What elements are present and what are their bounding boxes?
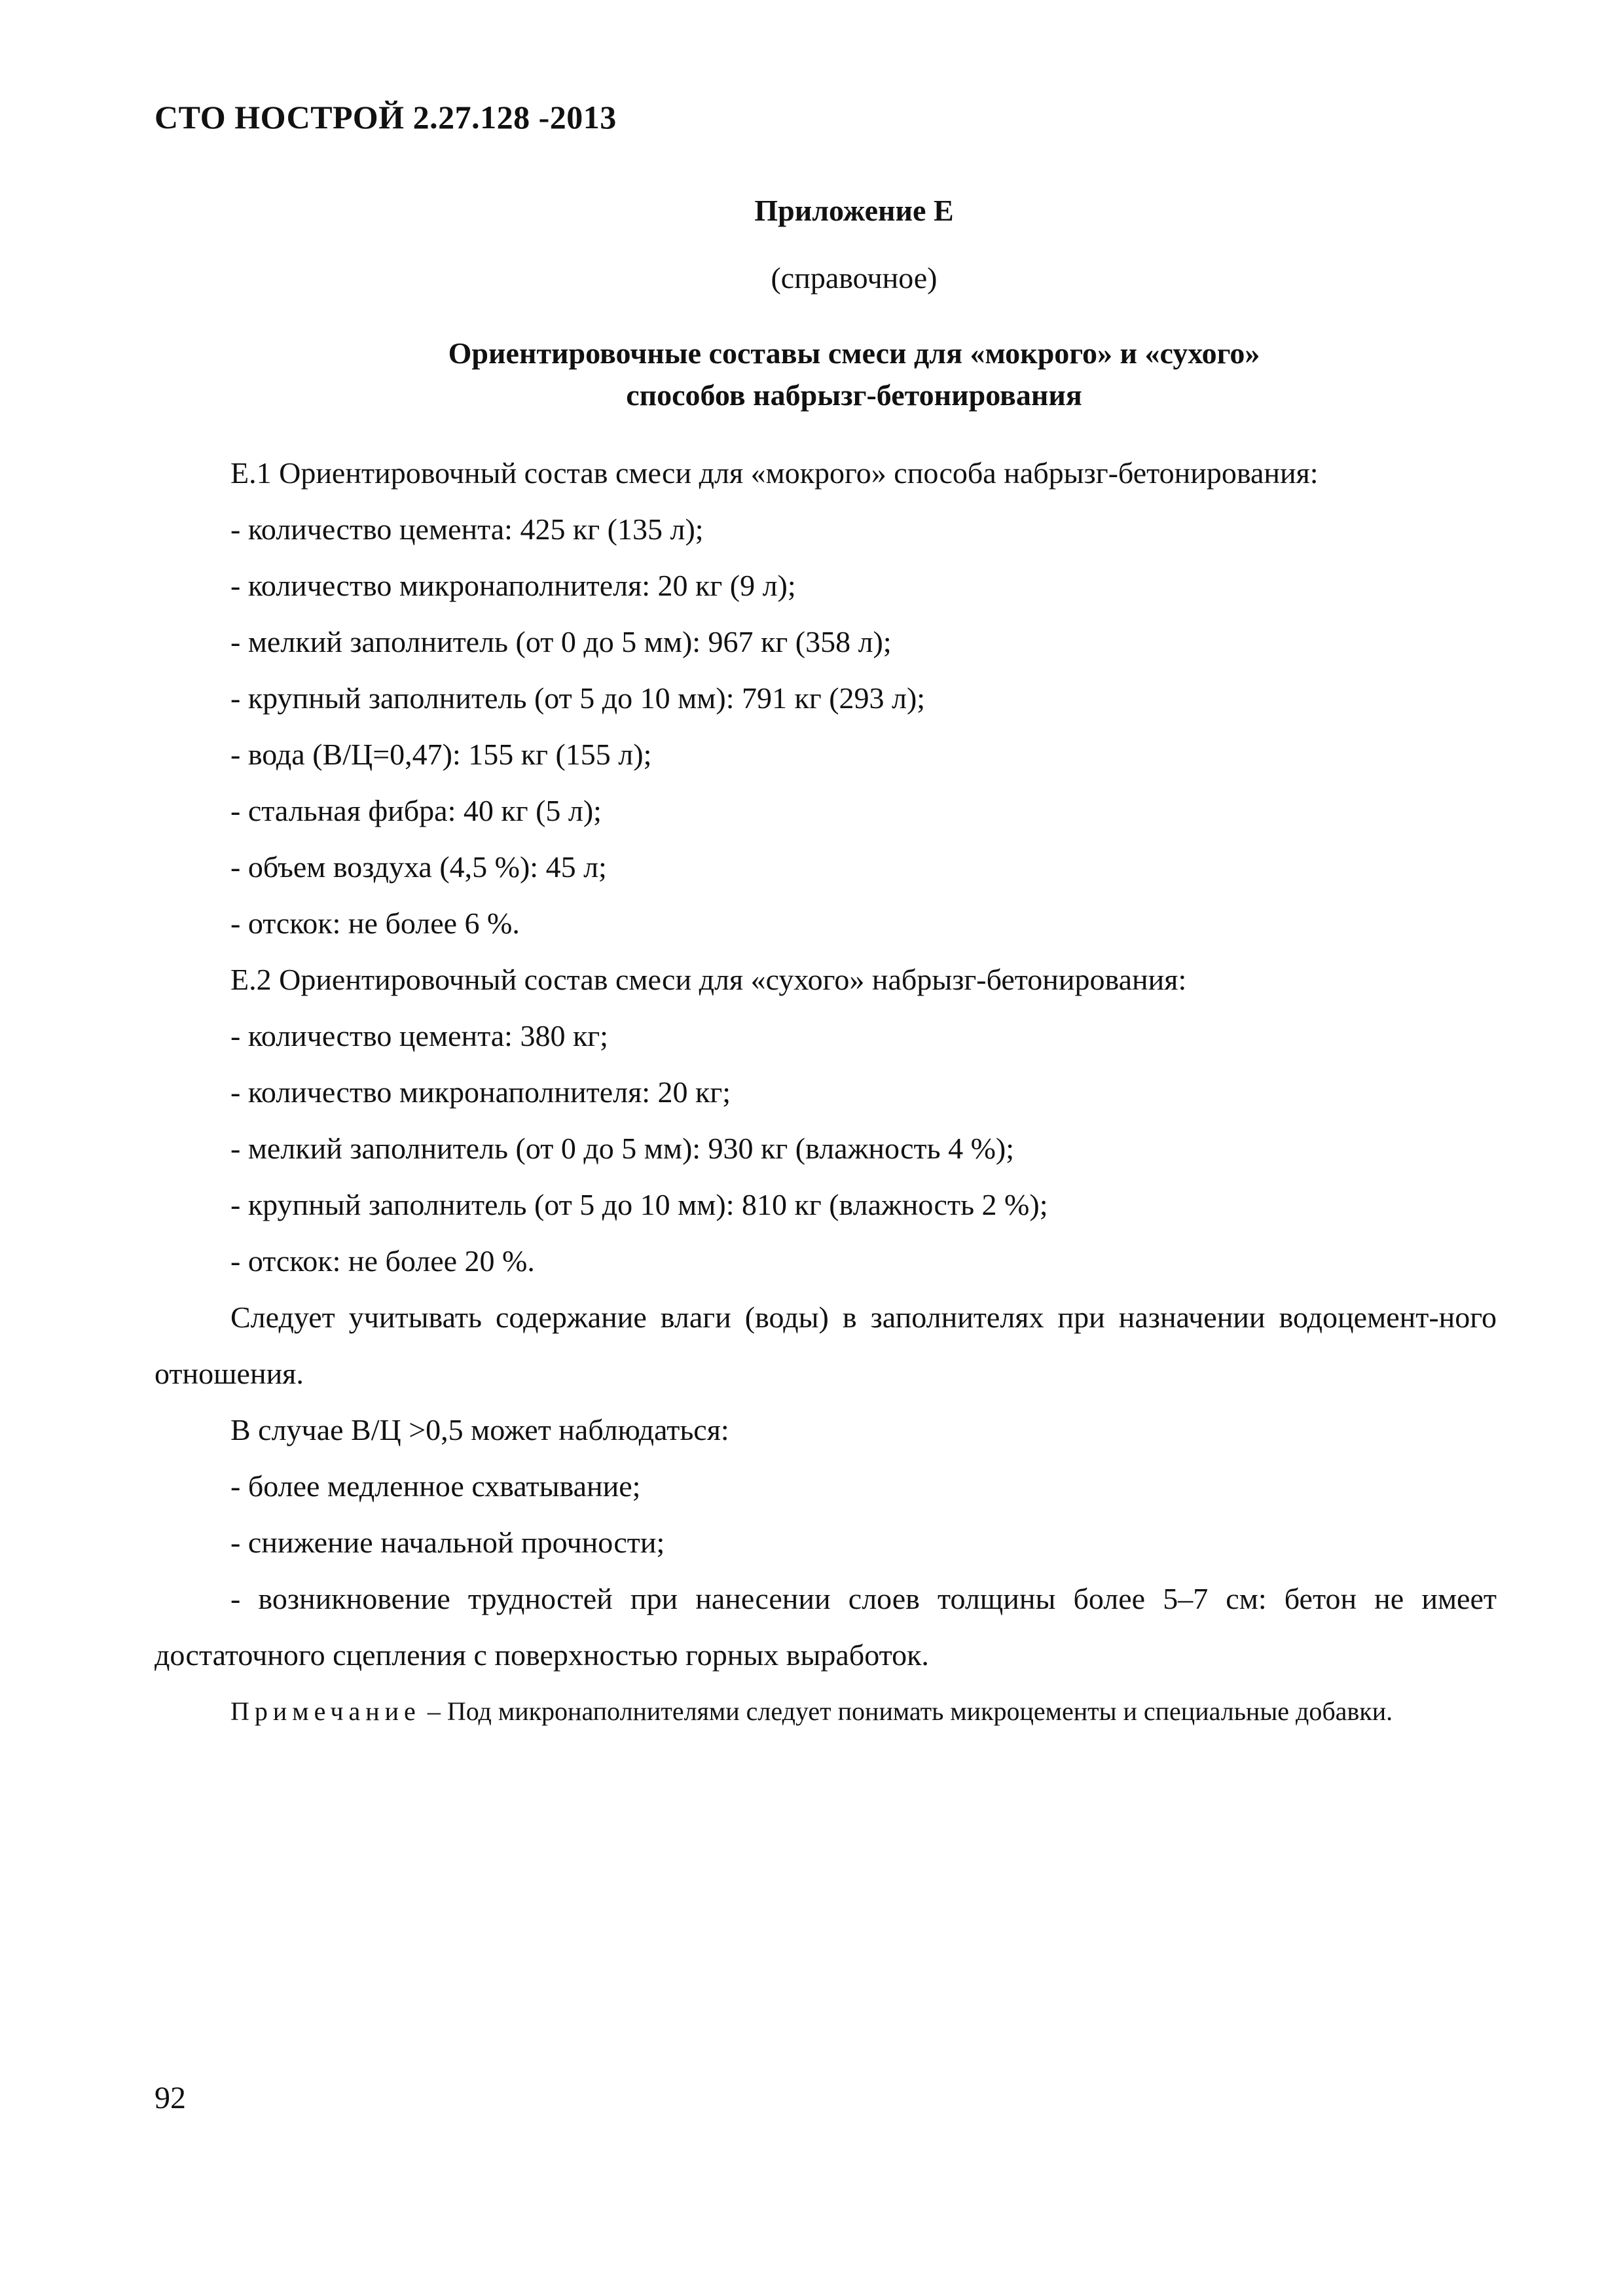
list-item: - отскок: не более 20 %. — [230, 1244, 535, 1278]
appendix-heading-line2: способов набрызг-бетонирования — [626, 378, 1082, 412]
appendix-title: Приложение Е — [754, 194, 954, 227]
section-e2-intro: Е.2 Ориентировочный состав смеси для «сухого» набрызг-бетонирования: — [230, 963, 1187, 996]
list-item: - мелкий заполнитель (от 0 до 5 мм): 967 кг (358 л); — [230, 625, 892, 658]
section-e1-intro: Е.1 Ориентировочный состав смеси для «мокрого» способа набрызг-бетонирования: — [230, 456, 1319, 490]
moisture-paragraph: Следует учитывать содержание влаги (воды) в заполнителях при назначении водоцемент-ного отношения. — [155, 1300, 1497, 1390]
page-number: 92 — [155, 2081, 186, 2115]
list-item: - крупный заполнитель (от 5 до 10 мм): 810 кг (влажность 2 %); — [230, 1188, 1048, 1221]
note-text: – Под микронаполнителями следует понимать микроцементы и специальные добавки. — [420, 1696, 1393, 1726]
list-item: - количество цемента: 425 кг (135 л); — [230, 512, 704, 546]
list-item: - количество цемента: 380 кг; — [230, 1019, 608, 1052]
note-label: Примечание — [230, 1696, 421, 1726]
list-item: - стальная фибра: 40 кг (5 л); — [230, 794, 602, 827]
appendix-kind: (справочное) — [771, 261, 938, 295]
list-item: - возникновение трудностей при нанесении слоев толщины более 5–7 см: бетон не имеет достаточного сцепления с поверхностью горных выработок. — [155, 1582, 1497, 1672]
note — [155, 1683, 1497, 1740]
list-item: - более медленное схватывание; — [230, 1469, 641, 1503]
appendix-heading — [0, 332, 1623, 416]
list-item: - количество микронаполнителя: 20 кг (9 л); — [230, 569, 796, 602]
list-item: - мелкий заполнитель (от 0 до 5 мм): 930 кг (влажность 4 %); — [230, 1132, 1015, 1165]
list-item: - отскок: не более 6 %. — [230, 906, 520, 940]
list-item: - снижение начальной прочности; — [230, 1526, 665, 1559]
list-item: - объем воздуха (4,5 %): 45 л; — [230, 850, 607, 884]
appendix-heading-line1: Ориентировочные составы смеси для «мокрого» и «сухого» — [448, 336, 1260, 370]
list-item: - количество микронаполнителя: 20 кг; — [230, 1075, 731, 1109]
document-code-header: СТО НОСТРОЙ 2.27.128 -2013 — [155, 99, 617, 135]
list-item: - крупный заполнитель (от 5 до 10 мм): 791 кг (293 л); — [230, 681, 926, 715]
wc-intro: В случае В/Ц >0,5 может наблюдаться: — [230, 1413, 729, 1446]
list-item: - вода (В/Ц=0,47): 155 кг (155 л); — [230, 738, 652, 771]
document-body — [155, 445, 1497, 1740]
